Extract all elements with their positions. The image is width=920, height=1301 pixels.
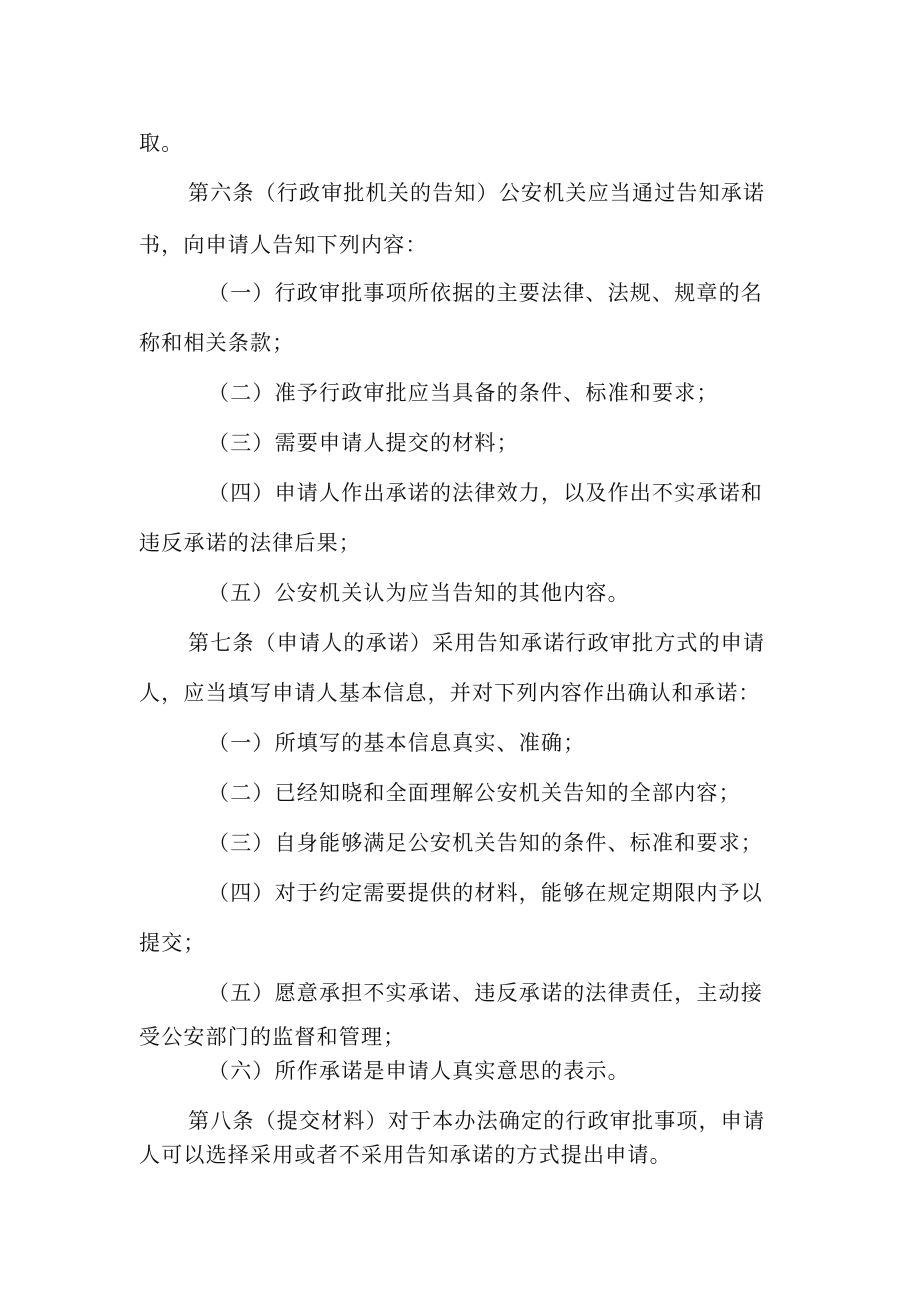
list-item: （一）所填写的基本信息真实、准确； bbox=[208, 731, 586, 755]
article-eight-heading: 第八条（提交材料）对于本办法确定的行政审批事项，申请 bbox=[188, 1109, 766, 1133]
list-item: （六）所作承诺是申请人真实意思的表示。 bbox=[208, 1059, 630, 1083]
paragraph-line: 提交； bbox=[139, 931, 206, 955]
paragraph-line: 人，应当填写申请人基本信息，并对下列内容作出确认和承诺： bbox=[139, 681, 761, 705]
paragraph-line: 称和相关条款； bbox=[139, 331, 295, 355]
list-item: （二）已经知晓和全面理解公安机关告知的全部内容； bbox=[208, 781, 741, 805]
list-item: （二）准予行政审批应当具备的条件、标准和要求； bbox=[208, 381, 719, 405]
paragraph-line: 取。 bbox=[139, 131, 184, 155]
paragraph-line: 受公安部门的监督和管理； bbox=[139, 1025, 406, 1049]
list-item: （三）需要申请人提交的材料； bbox=[208, 431, 519, 455]
paragraph-line: 违反承诺的法律后果； bbox=[139, 531, 361, 555]
list-item: （三）自身能够满足公安机关告知的条件、标准和要求； bbox=[208, 831, 763, 855]
article-six-heading: 第六条（行政审批机关的告知）公安机关应当通过告知承诺 bbox=[188, 181, 766, 205]
list-item: （四）对于约定需要提供的材料，能够在规定期限内予以 bbox=[208, 881, 763, 905]
list-item: （四）申请人作出承诺的法律效力，以及作出不实承诺和 bbox=[208, 481, 763, 505]
paragraph-line: 人可以选择采用或者不采用告知承诺的方式提出申请。 bbox=[139, 1143, 672, 1167]
article-seven-heading: 第七条（申请人的承诺）采用告知承诺行政审批方式的申请 bbox=[188, 631, 766, 655]
list-item: （五）公安机关认为应当告知的其他内容。 bbox=[208, 581, 630, 605]
list-item: （一）行政审批事项所依据的主要法律、法规、规章的名 bbox=[208, 281, 763, 305]
list-item: （五）愿意承担不实承诺、违反承诺的法律责任，主动接 bbox=[208, 981, 763, 1005]
paragraph-line: 书，向申请人告知下列内容： bbox=[139, 233, 428, 257]
